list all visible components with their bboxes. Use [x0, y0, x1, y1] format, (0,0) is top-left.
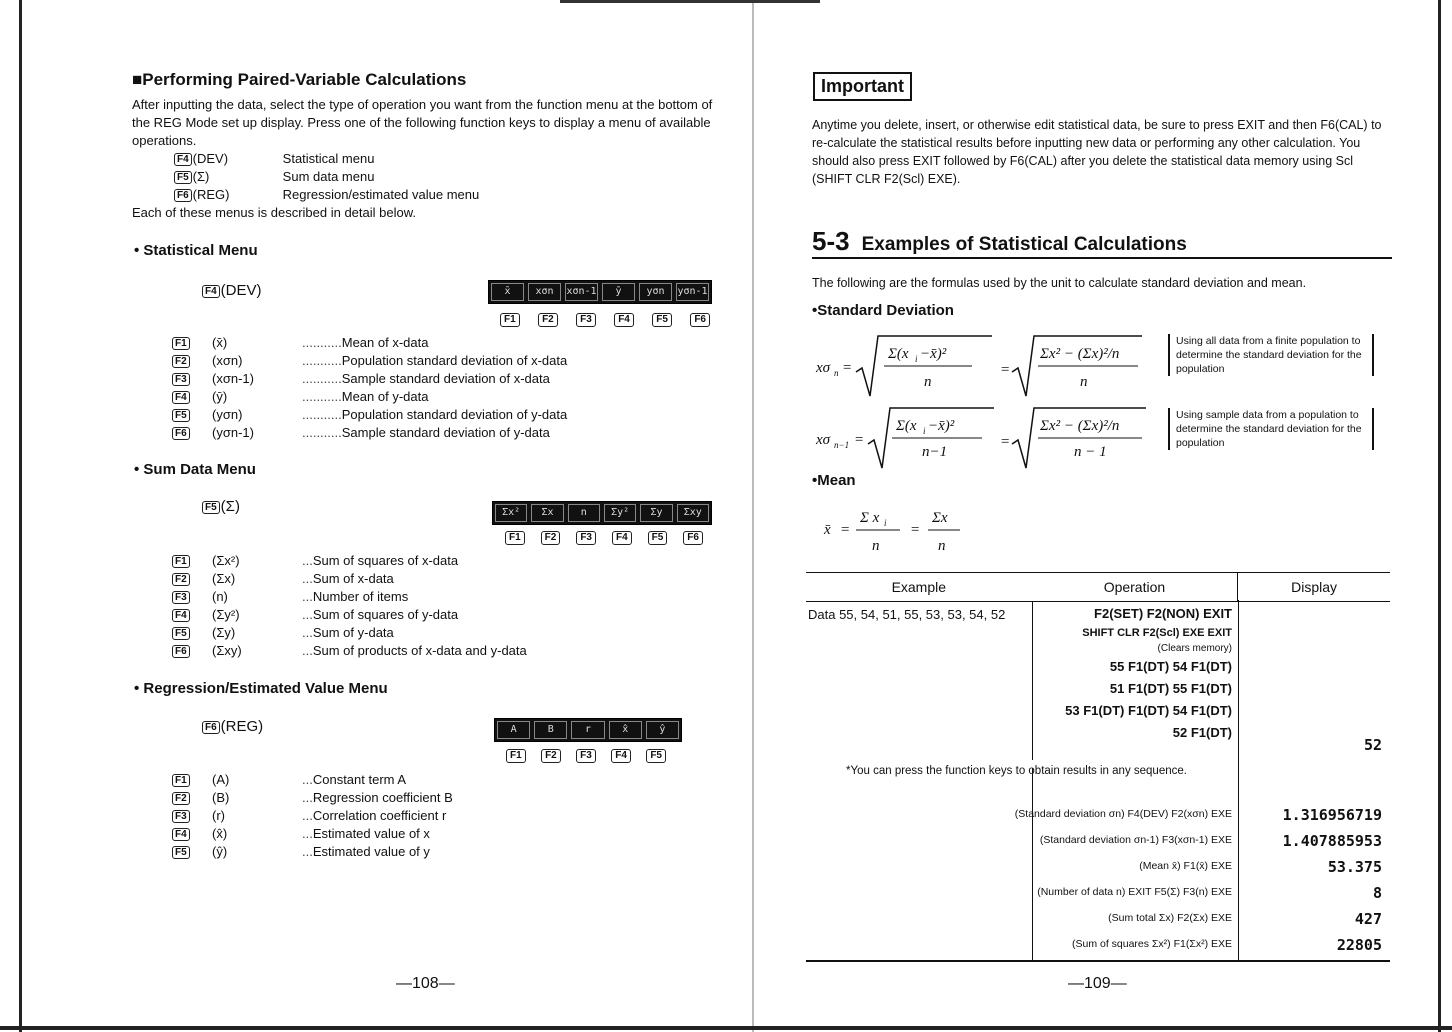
item-symbol: (xσn-1): [212, 371, 254, 386]
lcd-cell: x̄: [491, 283, 524, 301]
result-op: (Standard deviation σn-1) F3(xσn-1) EXE: [1039, 834, 1232, 846]
operation-line: SHIFT CLR F2(Scl) EXE EXIT: [1082, 627, 1232, 639]
section-title: Examples of Statistical Calculations: [861, 234, 1187, 255]
stat-lcd-menu: [488, 280, 712, 304]
item-desc: Population standard deviation of y-data: [341, 407, 568, 422]
item-desc: Estimated value of y: [312, 844, 430, 859]
section-header: [812, 226, 1392, 259]
f4-key-icon: F4: [612, 531, 632, 545]
section-heading: ■Performing Paired-Variable Calculations: [132, 70, 467, 89]
note-sample: Using sample data from a population to determine the standard deviation for the population: [1168, 408, 1374, 450]
menu-key-desc: Regression/estimated value menu: [282, 187, 480, 202]
page-number-right: —109—: [1068, 975, 1127, 992]
menu-key-list: [174, 150, 722, 204]
menu-key-label: (REG): [192, 187, 230, 202]
f2-key-icon: F2: [538, 313, 558, 327]
item-symbol: (ŷ): [212, 844, 228, 859]
svg-text:n: n: [1080, 374, 1088, 390]
f5-key-icon: F5: [202, 501, 220, 514]
svg-text:i: i: [923, 426, 926, 436]
item-symbol: (xσn): [212, 353, 243, 368]
display-value: 52: [1363, 736, 1382, 754]
item-symbol: (Σx²): [212, 553, 240, 568]
f3-key-icon: F3: [576, 749, 596, 763]
item-symbol: (ȳ): [212, 389, 228, 404]
sum-fkey-row: [505, 531, 703, 545]
binding-mark: [560, 0, 820, 3]
f6-key-icon: F6: [174, 189, 192, 202]
f4-key-icon: F4: [172, 609, 190, 622]
svg-text:xσ: xσ: [816, 360, 831, 376]
stat-call-label: (DEV): [220, 282, 262, 299]
item-symbol: (Σx): [212, 571, 236, 586]
list-item: F3 (r) ...Correlation coefficient r: [172, 807, 453, 825]
result-op: (Sum total Σx) F2(Σx) EXE: [1108, 912, 1232, 924]
f3-key-icon: F3: [576, 313, 596, 327]
f5-key-icon: F5: [174, 171, 192, 184]
display-value: 1.407885953: [1282, 832, 1382, 850]
f6-key-icon: F6: [172, 427, 190, 440]
f1-key-icon: F1: [172, 555, 190, 568]
f3-key-icon: F3: [172, 591, 190, 604]
list-item: F5 (ŷ) ...Estimated value of y: [172, 843, 453, 861]
menu-key-label: (Σ): [192, 169, 210, 184]
operation-line: F2(SET) F2(NON) EXIT: [1094, 606, 1232, 621]
svg-text:=: =: [910, 522, 921, 538]
example-table: [806, 572, 1390, 962]
f1-key-icon: F1: [172, 774, 190, 787]
item-desc: Regression coefficient B: [312, 790, 453, 805]
svg-text:=: =: [1000, 362, 1011, 378]
item-desc: Number of items: [312, 589, 409, 604]
lcd-cell: ȳ: [602, 283, 635, 301]
list-item: F3 (n) ...Number of items: [172, 588, 527, 606]
list-item: F4 (Σy²) ...Sum of squares of y-data: [172, 606, 527, 624]
item-symbol: (yσn-1): [212, 425, 254, 440]
table-header-row: [806, 572, 1390, 602]
svg-text:=: =: [840, 522, 851, 538]
example-data-cell: Data 55, 54, 51, 55, 53, 53, 54, 52: [808, 607, 1006, 622]
item-desc: Correlation coefficient r: [312, 808, 447, 823]
intro-paragraph-2: Each of these menus is described in detail below.: [132, 205, 417, 220]
svg-text:i: i: [884, 518, 887, 528]
menu-key-row: [174, 168, 722, 186]
page-number-left: —108—: [396, 975, 455, 992]
item-desc: Population standard deviation of x-data: [341, 353, 568, 368]
item-symbol: (n): [212, 589, 228, 604]
item-desc: Sum of y-data: [312, 625, 394, 640]
f4-key-icon: F4: [172, 828, 190, 841]
display-value: 1.316956719: [1282, 806, 1382, 824]
list-item: F2 (B) ...Regression coefficient B: [172, 789, 453, 807]
sum-call-label: (Σ): [220, 498, 240, 515]
svg-text:Σx: Σx: [932, 510, 948, 526]
result-op: (Number of data n) EXIT F5(Σ) F3(n) EXE: [1037, 886, 1232, 898]
svg-text:n−1: n−1: [922, 444, 948, 460]
display-value: 53.375: [1327, 858, 1382, 876]
lcd-cell: A: [497, 721, 530, 739]
result-operations: [926, 808, 1232, 964]
f5-key-icon: F5: [172, 846, 190, 859]
svg-text:Σ(x: Σ(x: [896, 418, 917, 434]
item-symbol: (Σy²): [212, 607, 240, 622]
f4-key-icon: F4: [614, 313, 634, 327]
item-symbol: (A): [212, 772, 230, 787]
reg-menu-call: [202, 718, 263, 735]
stat-fkey-row: [500, 313, 710, 327]
f4-key-icon: F4: [174, 153, 192, 166]
reg-item-list: [172, 771, 453, 861]
svg-text:Σ x: Σ x: [860, 510, 880, 526]
item-desc: Sum of x-data: [312, 571, 394, 586]
stat-menu-title: • Statistical Menu: [134, 242, 258, 259]
svg-text:n−1: n−1: [834, 440, 850, 450]
f5-key-icon: F5: [172, 627, 190, 640]
f4-key-icon: F4: [611, 749, 631, 763]
sum-item-list: [172, 552, 527, 660]
operation-line: 55 F1(DT) 54 F1(DT): [1109, 659, 1232, 674]
operation-line: 51 F1(DT) 55 F1(DT): [1109, 681, 1232, 696]
f5-key-icon: F5: [172, 409, 190, 422]
svg-text:n: n: [938, 538, 946, 554]
important-label: Important: [813, 72, 912, 101]
svg-text:i: i: [915, 354, 918, 364]
svg-text:n: n: [834, 368, 839, 378]
item-symbol: (Σxy): [212, 643, 242, 658]
sum-menu-title: • Sum Data Menu: [134, 461, 256, 478]
reg-call-label: (REG): [220, 718, 264, 735]
f5-key-icon: F5: [648, 531, 668, 545]
stat-item-list: [172, 334, 567, 442]
sum-menu-call: [202, 498, 240, 515]
page-gutter: [752, 0, 754, 1032]
lcd-cell: yσn: [639, 283, 672, 301]
f2-key-icon: F2: [172, 792, 190, 805]
item-desc: Mean of y-data: [341, 389, 429, 404]
svg-text:=: =: [1000, 434, 1011, 450]
svg-text:n − 1: n − 1: [1074, 444, 1107, 460]
list-item: F4 (x̂) ...Estimated value of x: [172, 825, 453, 843]
reg-menu-title: • Regression/Estimated Value Menu: [134, 680, 388, 697]
f4-key-icon: F4: [172, 391, 190, 404]
f2-key-icon: F2: [172, 573, 190, 586]
svg-text:Σ(x: Σ(x: [888, 346, 909, 362]
item-desc: Sum of squares of y-data: [312, 607, 459, 622]
intro-paragraph: After inputting the data, select the type of operation you want from the function menu at the bottom of the REG Mode set up display. Press one of the following function keys to display a menu of available operations.: [132, 97, 713, 148]
display-value: 8: [1372, 884, 1382, 902]
important-text: Anytime you delete, insert, or otherwise edit statistical data, be sure to press EXIT and then F6(CAL) to re-calculate the statistical results before inputting new data or performing any other calculation. You should also press EXIT followed by F6(CAL) after you delete the statistical data memory using Scl (SHIFT CLR F2(Scl) EXE).: [812, 118, 1382, 186]
item-desc: Sum of squares of x-data: [312, 553, 459, 568]
operation-line: 52 F1(DT): [1172, 725, 1232, 740]
operation-line: (Clears memory): [1157, 643, 1232, 654]
std-dev-formula-icon: [812, 328, 1160, 478]
menu-key-label: (DEV): [192, 151, 229, 166]
operation-line: 53 F1(DT) F1(DT) 54 F1(DT): [1065, 703, 1232, 718]
item-symbol: (yσn): [212, 407, 243, 422]
scan-bottom-edge: [0, 1026, 1452, 1030]
operation-cell: [1032, 606, 1232, 747]
list-item: F1 (Σx²) ...Sum of squares of x-data: [172, 552, 527, 570]
menu-key-row: [174, 150, 722, 168]
col-header-display: Display: [1237, 573, 1390, 601]
f5-key-icon: F5: [652, 313, 672, 327]
f4-key-icon: F4: [202, 285, 220, 298]
mean-title: •Mean: [812, 472, 856, 489]
lcd-cell: Σx: [531, 504, 563, 522]
lcd-cell: n: [568, 504, 600, 522]
lcd-cell: Σy²: [604, 504, 636, 522]
display-value: 427: [1354, 910, 1382, 928]
f6-key-icon: F6: [683, 531, 703, 545]
lcd-cell: yσn-1: [676, 283, 709, 301]
list-item: F5 (Σy) ...Sum of y-data: [172, 624, 527, 642]
lcd-cell: x̂: [609, 721, 642, 739]
list-item: F1 (A) ...Constant term A: [172, 771, 453, 789]
page-edge-right: [1438, 0, 1452, 1032]
mean-formula-icon: [818, 496, 978, 558]
list-item: F6 (Σxy) ...Sum of products of x-data and y-data: [172, 642, 527, 660]
list-item: F4 (ȳ) ...........Mean of y-data: [172, 388, 567, 406]
f6-key-icon: F6: [172, 645, 190, 658]
item-symbol: (x̄): [212, 335, 228, 350]
f2-key-icon: F2: [172, 355, 190, 368]
item-desc: Sample standard deviation of x-data: [341, 371, 550, 386]
menu-key-desc: Sum data menu: [282, 169, 375, 184]
f3-key-icon: F3: [172, 810, 190, 823]
col-header-example: Example: [891, 579, 947, 595]
f1-key-icon: F1: [500, 313, 520, 327]
f3-key-icon: F3: [576, 531, 596, 545]
svg-text:n: n: [872, 538, 880, 554]
f1-key-icon: F1: [505, 531, 525, 545]
stat-menu-call: [202, 282, 262, 299]
item-symbol: (x̂): [212, 826, 228, 841]
svg-text:xσ: xσ: [816, 432, 831, 448]
svg-text:Σx² − (Σx)²/n: Σx² − (Σx)²/n: [1040, 346, 1120, 362]
item-desc: Estimated value of x: [312, 826, 430, 841]
list-item: F6 (yσn-1) ...........Sample standard deviation of y-data: [172, 424, 567, 442]
f1-key-icon: F1: [506, 749, 526, 763]
col-header-operation: Operation: [1103, 579, 1166, 595]
lcd-cell: xσn-1: [565, 283, 598, 301]
lcd-cell: Σy: [640, 504, 672, 522]
item-desc: Mean of x-data: [341, 335, 429, 350]
section-number: 5-3: [812, 226, 850, 256]
left-page: [132, 70, 722, 222]
result-op: (Standard deviation σn) F4(DEV) F2(xσn) EXE: [1014, 808, 1232, 820]
svg-text:=: =: [854, 432, 865, 448]
result-displays: [1246, 806, 1382, 962]
item-desc: Constant term A: [312, 772, 407, 787]
lcd-cell: r: [571, 721, 604, 739]
lcd-cell: ŷ: [646, 721, 679, 739]
list-item: F5 (yσn) ...........Population standard deviation of y-data: [172, 406, 567, 424]
f2-key-icon: F2: [541, 531, 561, 545]
result-op: (Mean x̄) F1(x̄) EXE: [1139, 860, 1232, 872]
result-op: (Sum of squares Σx²) F1(Σx²) EXE: [1071, 938, 1232, 950]
note-population: Using all data from a finite population to determine the standard deviation for the population: [1168, 334, 1374, 376]
sequence-note: *You can press the function keys to obtain results in any sequence.: [846, 765, 1187, 777]
svg-text:−x̄)²: −x̄)²: [920, 346, 947, 362]
list-item: F2 (xσn) ...........Population standard deviation of x-data: [172, 352, 567, 370]
f5-key-icon: F5: [646, 749, 666, 763]
svg-text:n: n: [924, 374, 932, 390]
list-item: F1 (x̄) ...........Mean of x-data: [172, 334, 567, 352]
item-desc: Sample standard deviation of y-data: [341, 425, 550, 440]
reg-lcd-menu: [494, 718, 682, 742]
menu-key-desc: Statistical menu: [282, 151, 375, 166]
list-item: F2 (Σx) ...Sum of x-data: [172, 570, 527, 588]
item-symbol: (Σy): [212, 625, 236, 640]
menu-key-row: [174, 186, 722, 204]
page-edge-left: [0, 0, 22, 1032]
std-dev-title: •Standard Deviation: [812, 302, 954, 319]
f2-key-icon: F2: [541, 749, 561, 763]
list-item: F3 (xσn-1) ...........Sample standard deviation of x-data: [172, 370, 567, 388]
display-value: 22805: [1336, 936, 1382, 954]
lcd-cell: B: [534, 721, 567, 739]
svg-text:−x̄)²: −x̄)²: [928, 418, 955, 434]
f3-key-icon: F3: [172, 373, 190, 386]
svg-text:Σx² − (Σx)²/n: Σx² − (Σx)²/n: [1040, 418, 1120, 434]
lcd-cell: xσn: [528, 283, 561, 301]
item-desc: Sum of products of x-data and y-data: [312, 643, 527, 658]
lcd-cell: Σxy: [677, 504, 709, 522]
item-symbol: (r): [212, 808, 225, 823]
reg-fkey-row: [506, 749, 666, 763]
lcd-cell: Σx²: [495, 504, 527, 522]
f6-key-icon: F6: [202, 721, 220, 734]
f6-key-icon: F6: [690, 313, 710, 327]
item-symbol: (B): [212, 790, 230, 805]
svg-text:=: =: [842, 360, 853, 376]
sum-lcd-menu: [492, 501, 712, 525]
svg-text:x̄: x̄: [824, 522, 831, 538]
f1-key-icon: F1: [172, 337, 190, 350]
formulas-intro: The following are the formulas used by the unit to calculate standard deviation and mean.: [812, 276, 1307, 290]
